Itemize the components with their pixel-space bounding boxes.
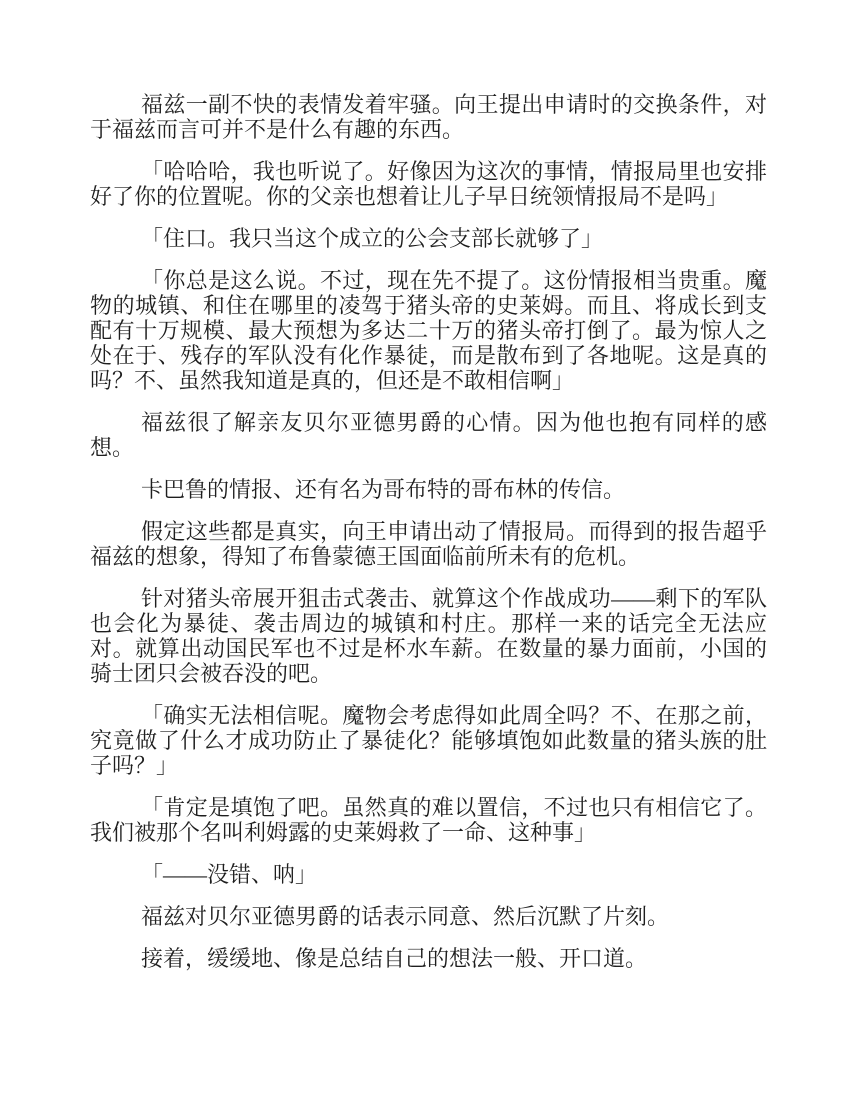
paragraph: 接着，缓缓地、像是总结自己的想法一般、开口道。 <box>141 946 648 971</box>
paragraph: 「住口。我只当这个成立的公会支部长就够了」 <box>141 226 604 251</box>
paragraph: 「哈哈哈，我也听说了。好像因为这次的事情，情报局里也安排好了你的位置呢。你的父亲也想着让儿子早日统领情报局不是吗」 <box>90 159 767 209</box>
paragraph: 卡巴鲁的情报、还有名为哥布特的哥布林的传信。 <box>141 477 626 502</box>
paragraph: 假定这些都是真实，向王申请出动了情报局。而得到的报告超乎福兹的想象，得知了布鲁蒙德王国面临前所未有的危机。 <box>90 519 767 569</box>
paragraph: 福兹很了解亲友贝尔亚德男爵的心情。因为他也抱有同样的感想。 <box>90 410 767 460</box>
paragraph: 福兹对贝尔亚德男爵的话表示同意、然后沉默了片刻。 <box>141 904 670 929</box>
paragraph: 「确实无法相信呢。魔物会考虑得如此周全吗？不、在那之前，究竟做了什么才成功防止了暴徒化？能够填饱如此数量的猪头族的肚子吗？」 <box>90 703 767 778</box>
novel-text-page <box>90 92 767 971</box>
paragraph: 「——没错、呐」 <box>141 862 318 887</box>
paragraph: 福兹一副不快的表情发着牢骚。向王提出申请时的交换条件，对于福兹而言可并不是什么有趣的东西。 <box>90 92 767 142</box>
paragraph: 针对猪头帝展开狙击式袭击、就算这个作战成功——剩下的军队也会化为暴徒、袭击周边的城镇和村庄。那样一来的话完全无法应对。就算出动国民军也不过是杯水车薪。在数量的暴力面前，小国的骑士团只会被吞没的吧。 <box>90 586 767 686</box>
paragraph: 「你总是这么说。不过，现在先不提了。这份情报相当贵重。魔物的城镇、和住在哪里的凌驾于猪头帝的史莱姆。而且、将成长到支配有十万规模、最大预想为多达二十万的猪头帝打倒了。最为惊人之处在于、残存的军队没有化作暴徒，而是散布到了各地呢。这是真的吗？不、虽然我知道是真的，但还是不敢相信啊」 <box>90 268 767 393</box>
paragraph: 「肯定是填饱了吧。虽然真的难以置信，不过也只有相信它了。我们被那个名叫利姆露的史莱姆救了一命、这种事」 <box>90 795 767 845</box>
